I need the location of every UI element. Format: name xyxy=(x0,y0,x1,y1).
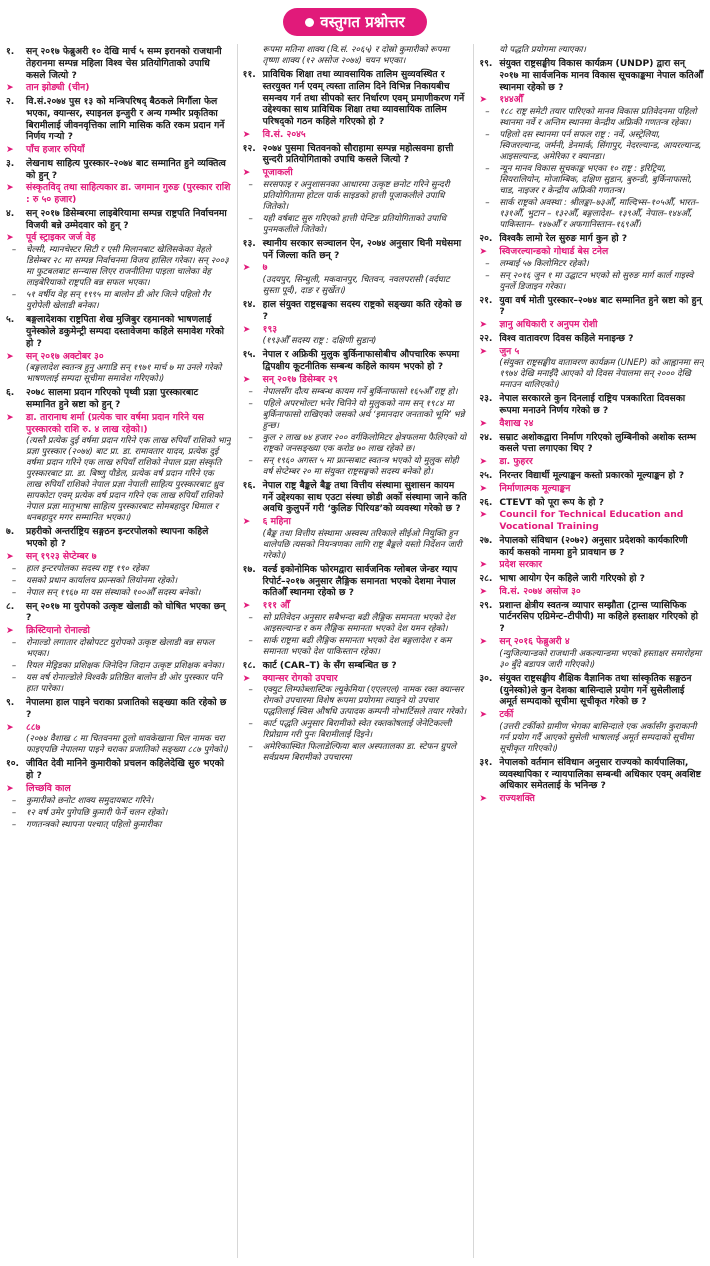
answer xyxy=(479,456,704,468)
question xyxy=(6,601,231,625)
answer-text: Council for Technical Education and Vocational Training xyxy=(499,509,684,533)
question xyxy=(479,432,704,456)
question-number: ३०. xyxy=(479,672,493,684)
answer xyxy=(479,246,704,258)
question-number: ५. xyxy=(6,314,15,326)
note-text: यही वर्षबाट सुरु गरिएको हात्ती पेन्टिङ प्रतियोगिताको उपाधि पुनमकलीले जितेको। xyxy=(262,213,447,235)
answer xyxy=(479,586,704,598)
question-number: १५. xyxy=(242,349,256,361)
answer xyxy=(479,709,704,721)
answer-arrow-icon: ➤ xyxy=(242,672,251,684)
question-number: २०. xyxy=(479,233,493,245)
question-number: १६. xyxy=(242,479,256,491)
note-text: रोनाल्डो लगातार दोस्रोपटट युरोपको उत्कृष्ट खेलाडी बन्न सफल भएका। xyxy=(26,637,215,659)
note-text: १८८ राष्ट्र समेटी तयार पारिएको मानव विकास प्रतिवेदनमा पहिलो स्थानमा नर्वे र अन्तिम स्थानमा केन्द्रीय अफ्रिकी गणतन्त्र रहेका। xyxy=(499,107,697,129)
question-number: २२. xyxy=(479,332,493,344)
answer-text: तान झोङ्यी (चीन) xyxy=(26,82,90,94)
question xyxy=(6,208,231,232)
answer-text: वि.सं. २०७४ असोज ३० xyxy=(499,585,581,597)
answer-arrow-icon: ➤ xyxy=(479,585,488,597)
list-dash-icon: – xyxy=(248,635,253,646)
note-item xyxy=(243,719,468,741)
answer-text: जुन ५ xyxy=(499,345,520,357)
list-dash-icon: – xyxy=(11,819,17,830)
question xyxy=(479,393,704,417)
question-number: १४. xyxy=(242,299,256,311)
answer xyxy=(243,129,468,141)
note-text: सो प्रतिवेदन अनुसार सबैभन्दा बढी लैङ्गिक समानता भएको देश आइसल्यान्ड र कम लैङ्गिक समानता भएको देश यमन रहेको। xyxy=(262,612,455,634)
question xyxy=(479,535,704,559)
question-text: नेपालको संविधान (२०७२) अनुसार प्रदेशको कार्यकारिणी कार्य कसको नाममा हुने प्रावधान छ ? xyxy=(499,534,688,558)
answer-arrow-icon: ➤ xyxy=(479,245,488,257)
answer xyxy=(479,483,704,495)
note-item xyxy=(243,742,468,764)
answer-text: संस्कृतविद् तथा साहित्यकार डा. जगमान गुरुङ (पुरस्कार राशि : रु ५० हजार) xyxy=(26,182,231,206)
answer-text: लिच्छवि काल xyxy=(26,782,71,794)
parenthetical-note: (बङ्गलादेश स्वतन्त्र हुनु अगाडि सन् १९७१ मार्च ७ मा उनले गरेको भाषणलाई सम्पदा सूचीमा समावेश गरिएको।) xyxy=(26,363,222,385)
question xyxy=(6,314,231,349)
answer xyxy=(6,82,231,94)
list-dash-icon: – xyxy=(11,245,17,256)
question xyxy=(479,233,704,245)
qa-column-3 xyxy=(473,44,704,1258)
answer-arrow-icon: ➤ xyxy=(479,509,488,521)
answer xyxy=(479,346,704,358)
question-text: प्राविधिक शिक्षा तथा व्यावसायिक तालिम सुव्यवस्थित र स्तरयुक्त गर्न एवम् त्यस्ता तालिम दिने विभिन्न निकायबीच समन्वय गर्न तथा सीपको स्तर निर्धारण एवम् प्रमाणीकरण गर्ने उद्देश्यका साथ प्राविधिक शिक्षा तथा व्यावसायिक तालिम परिषद्को गठन कहिले गरिएको हो ? xyxy=(262,69,465,128)
list-dash-icon: – xyxy=(248,455,253,466)
qa-column-1 xyxy=(6,44,231,1258)
answer-arrow-icon: ➤ xyxy=(6,550,14,562)
answer-arrow-icon: ➤ xyxy=(6,625,14,637)
parenthetical-note: (१९३औँ सदस्य राष्ट्र : दक्षिणी सुडान) xyxy=(262,336,377,347)
parenthetical-note: रूपमा मतिना शाक्य (वि.सं. २०६५) र दोस्रो कुमारीको रूपमा तृष्णा शाक्य (१२ असोज २०७४) चयन भएका। xyxy=(262,45,450,66)
answer xyxy=(479,418,704,430)
question-text: विश्वकै लामो रेल सुरुङ मार्ग कुन हो ? xyxy=(499,233,628,245)
answer-text: ६ महिना xyxy=(262,516,291,528)
note-text: सन् १९६० अगस्त ५ मा फ्रान्सबाट स्वतन्त्र भएको यो मुलुक सोही वर्ष सेप्टेम्बर २० मा संयुक्त राष्ट्रसङ्घको सदस्य बनेको हो। xyxy=(262,455,459,477)
parenthetical-note: यो पद्धति प्रयोगमा ल्याएका। xyxy=(499,45,586,55)
question-number: १७. xyxy=(242,563,256,575)
answer-text: स्विजरल्यान्डको गोथार्ड बेस टनेल xyxy=(499,245,609,257)
answer-text: ७ xyxy=(262,262,268,274)
answer-text: सन् १९२३ सेप्टेम्बर ७ xyxy=(26,550,97,562)
question xyxy=(6,697,231,721)
answer xyxy=(243,673,468,685)
question xyxy=(479,600,704,635)
question-text: वि.सं.२०७४ पुस १३ को मन्त्रिपरिषद् बैठकले मिर्गौला फेल भएका, क्यान्सर, स्पाइनल इन्जुरी र अन्य गम्भीर प्रकृतिका बिरामीलाई जीवनवृत्तिका लागि मासिक कति रकम प्रदान गर्ने निर्णय गऱ्यो ? xyxy=(26,96,225,143)
note-text: नेपालसँग दौत्य सम्बन्ध कायम गर्ने बुर्किनाफासो १६५औँ राष्ट्र हो। xyxy=(262,386,458,397)
note-item xyxy=(243,636,468,658)
question-number: ४. xyxy=(6,207,15,219)
answer xyxy=(243,600,468,612)
question-text: विश्व वातावरण दिवस कहिले मनाइन्छ ? xyxy=(499,332,634,344)
answer-arrow-icon: ➤ xyxy=(6,350,14,362)
answer-arrow-icon: ➤ xyxy=(479,345,488,357)
answer-text: प्रदेश सरकार xyxy=(499,559,543,571)
question-number: २४. xyxy=(479,431,493,443)
question-number: ३. xyxy=(6,157,15,169)
answer xyxy=(6,722,231,734)
question-text: सन् २०१७ मा युरोपको उत्कृष्ट खेलाडी को घोषित भएका छन् ? xyxy=(26,600,226,624)
list-dash-icon: – xyxy=(248,398,253,409)
list-dash-icon: – xyxy=(248,213,253,224)
note-text: एक्युट लिम्फोब्लास्टिक ल्युकेमिया (एएलएल) नामक रक्त क्यान्सर रोगको उपचारमा विशेष रूपमा प्रयोगमा ल्याइने यो उपचार पद्धतिलाई स्विस औषधि उत्पादक कम्पनी नोभार्टिसले तयार गरेको। xyxy=(262,685,467,718)
answer xyxy=(479,793,704,805)
answer xyxy=(6,144,231,156)
list-dash-icon: – xyxy=(485,130,490,141)
answer-arrow-icon: ➤ xyxy=(242,600,251,612)
answer xyxy=(479,94,704,106)
question-text: नेपाल सरकारले कुन दिनलाई राष्ट्रिय पत्रकारिता दिवसका रूपमा मनाउने निर्णय गरेको छ ? xyxy=(499,393,686,417)
list-dash-icon: – xyxy=(248,612,253,623)
question-text: कार्ट (CAR–T) के सँग सम्बन्धित छ ? xyxy=(262,659,397,671)
question-number: २७. xyxy=(479,534,493,546)
note-text: नेपाल सन् १९६७ मा यस संस्थाको १००औँ सदस्य बनेको। xyxy=(26,587,201,598)
question-number: ११. xyxy=(242,69,256,80)
question-text: निरन्तर विद्यार्थी मूल्याङ्कन कस्तो प्रकारको मूल्याङ्कन हो ? xyxy=(499,470,685,482)
question xyxy=(6,526,231,550)
parenthetical-note: (२०७४ वैशाख ८ मा चितवनमा ठूलो धावकेखाना चिल नामक चरा फाइएपछि नेपालमा पाइने चराका प्रजातिको सङ्ख्या ८८७ पुगेको।) xyxy=(26,734,229,756)
question xyxy=(243,349,468,373)
note-text: चेल्सी, म्यानचेस्टर सिटी र एसी मिलानबाट खेलिसकेका वेहले डिसेम्बर २८ मा सम्पन्न निर्वाचनमा विजय हासिल गरेका। सन् २००३ मा फुटबलबाट सन्न्यास लिएर राजनीतिमा पाइला चालेका वेह लाइबेरियाको राष्ट्रपति बन्न सफल भएका। xyxy=(26,245,229,289)
note-text: यसको प्रधान कार्यालय फ्रान्सको लियोनमा रहेको। xyxy=(26,575,178,586)
section-title-badge xyxy=(283,8,426,36)
question xyxy=(479,470,704,482)
question-number: १३. xyxy=(242,237,256,249)
list-dash-icon: – xyxy=(11,795,17,806)
answer xyxy=(6,232,231,244)
note-text: सरसफाइ र अनुशासनका आधारमा उत्कृष्ट छनोट गरिने सुन्दरी प्रतियोगितामा होटल पार्क साइडको हात्ती पूजाकलीले उपाधि जितेको। xyxy=(262,179,450,212)
parenthetical-note: (बैङ्क तथा वित्तीय संस्थामा अस्वस्थ तरिकाले सीईओ नियुक्ति हुन थालेपछि त्यसको नियन्त्रणका लागि राष्ट्र बैङ्कले यस्तो निर्देशन जारी गरेको।) xyxy=(262,528,462,561)
question-text: संयुक्त राष्ट्रसङ्घीय शैक्षिक वैज्ञानिक तथा सांस्कृतिक सङ्गठन (युनेस्को)ले कुन देशका बासिन्दाले प्रयोग गर्ने सुसेलीलाई अमूर्त सम्पदाको सूचीमा सूचीकृत गरेको छ ? xyxy=(499,672,692,708)
question xyxy=(479,673,704,708)
answer xyxy=(243,374,468,386)
answer xyxy=(6,551,231,563)
question xyxy=(6,96,231,143)
answer-arrow-icon: ➤ xyxy=(6,144,14,156)
note-text: १२ वर्ष उमेर पुगेपछि कुमारी फेर्ने चलन रहेको। xyxy=(26,807,168,818)
question xyxy=(243,143,468,167)
note-text: रियल मेड्रिडका प्रशिक्षक जिनेदिन जिदान उत्कृष्ट प्रशिक्षक बनेका। xyxy=(26,660,225,671)
note-item xyxy=(479,164,704,197)
list-dash-icon: – xyxy=(11,575,17,586)
note-item xyxy=(243,433,468,455)
question-text: २०७४ पुसमा चितवनको सौराहामा सम्पन्न महोत्सवमा हात्ती सुन्दरी प्रतियोगिताको उपाधि कसले जित्यो ? xyxy=(262,142,454,166)
list-dash-icon: – xyxy=(248,742,253,753)
question-text: नेपालको वर्तमान संविधान अनुसार राज्यको कार्यपालिका, व्यवस्थापिका र न्यायपालिका सम्बन्धी अधिकार एवम् अवशिष्ट अधिकार समेतलाई के भनिन्छ ? xyxy=(499,756,701,792)
question-text: वर्ल्ड इकोनोमिक फोरमद्वारा सार्वजनिक ग्लोबल जेन्डर ग्याप रिपोर्ट–२०१७ अनुसार लैङ्गिक समानता भएको देशमा नेपाल कतिऔँ स्थानमा रहेको छ ? xyxy=(262,563,458,599)
parenthetical-note: (संयुक्त राष्ट्रसङ्घीय वातावरण कार्यक्रम (UNEP) को आह्वानमा सन् १९७४ देखि मनाइँदै आएको यो दिवस नेपालमा सन् २००० देखि मनाउन थालिएको।) xyxy=(499,358,704,391)
answer-arrow-icon: ➤ xyxy=(6,782,14,794)
answer-arrow-icon: ➤ xyxy=(479,559,488,571)
answer xyxy=(479,319,704,331)
question xyxy=(243,564,468,599)
note-item xyxy=(6,576,231,587)
note-text: ५१ वर्षीय वेह सन् १९९५ मा बालोन डी ओर जित्ने पहिलो गैर युरोपेली खेलाडी बनेका। xyxy=(26,290,211,312)
list-dash-icon: – xyxy=(11,563,17,574)
answer-text: पूजाकली xyxy=(262,167,293,179)
answer-text: सन् २०१६ फेब्रुअरी ४ xyxy=(499,635,570,647)
question-number: १०. xyxy=(6,758,20,770)
list-dash-icon: – xyxy=(11,672,17,683)
answer xyxy=(479,636,704,648)
note-text: सार्क राष्ट्रको अवस्था : श्रीलङ्का–७३औँ, माल्दिभ्स–१०५औँ, भारत–१३१औँ, भुटान – १३२औँ, बङ्गलादेश– १३९औँ, नेपाल–१४४औँ, पाकिस्तान– १४७औँ र अफगानिस्तान–१६९औँ। xyxy=(499,198,700,231)
question xyxy=(479,757,704,792)
answer-arrow-icon: ➤ xyxy=(479,793,488,805)
note-text: कुल २ लाख ७४ हजार २०० वर्गकिलोमिटर क्षेत्रफलमा फैलिएको यो राष्ट्रको जनसङ्ख्या एक करोड ७० लाख रहेको छ। xyxy=(262,432,467,454)
answer-text: टर्की xyxy=(499,709,514,721)
answer-arrow-icon: ➤ xyxy=(6,232,14,244)
parenthetical-note: (त्यस्तै प्रत्येक दुई वर्षमा प्रदान गरिने एक लाख रुपियाँ राशिको भानु प्रज्ञा पुरस्कार (२०७४) बाट प्रा. डा. रामावतार यादव, प्रत्येक दुई वर्षमा प्रदान गरिने एक लाख रुपियाँ राशिको नेपाल प्रज्ञा संस्कृति पुरस्कारबाट प्रा. डा. बिष्णु पौडेल, प्रत्येक वर्ष प्रदान गरिने एक लाख रुपियाँ राशिको नेपाल प्रज्ञा नेपाली साहित्य पुरस्कारबाट ध्रुव सापकोटा एवम् प्रत्येक वर्ष प्रदान गरिने एक लाख रुपियाँ राशिको नेपाल प्रज्ञा मातृभाषा साहित्य पुरस्कारबाट सोमबहादुर धिमाल र धनबहादुर मगर सम्मानित भएका।) xyxy=(26,436,231,524)
section-title: वस्तुगत प्रश्नोत्तर xyxy=(320,13,405,31)
answer-text: राज्यशक्ति xyxy=(499,793,535,805)
note-item xyxy=(243,613,468,635)
note-item xyxy=(6,796,231,807)
question-text: स्थानीय सरकार सञ्चालन ऐन, २०७४ अनुसार थिनी मधेसमा पर्ने जिल्ला कति छन् ? xyxy=(262,237,462,261)
answer-arrow-icon: ➤ xyxy=(242,262,251,274)
question-number: २. xyxy=(6,96,15,108)
note-text: पहिले अपरभोल्टा भनेर चिनिने यो मुलुकको नाम सन् १९८४ मा बुर्किनाफासो राखिएको जसको अर्थ ‘इमानदार जनताको भूमि’ भन्ने हुन्छ। xyxy=(262,398,465,431)
note-text: सन् २०१६ जुन १ मा उद्घाटन भएको सो सुरुङ मार्ग कार्ल गाइस्वे युनर्ले डिजाइन गरेका। xyxy=(499,270,694,292)
answer-arrow-icon: ➤ xyxy=(479,94,488,106)
note-text: कुमारीको छनोट शाक्य समुदायबाट गरिने। xyxy=(26,795,154,806)
question-number: २६. xyxy=(479,496,493,508)
question-text: नेपालमा हाल पाइने चराका प्रजातिको सङ्ख्या कति रहेको छ ? xyxy=(26,696,227,720)
answer-arrow-icon: ➤ xyxy=(479,456,488,468)
answer-arrow-icon: ➤ xyxy=(6,182,14,194)
question-text: युवा वर्ष मोती पुरस्कार–२०७४ बाट सम्मानित हुने स्रष्टा को हुन् ? xyxy=(499,294,702,318)
note-item xyxy=(479,271,704,293)
note-item xyxy=(479,130,704,163)
answer-arrow-icon: ➤ xyxy=(242,374,251,386)
answer-arrow-icon: ➤ xyxy=(242,167,251,179)
answer-text: वि.सं. २०४५ xyxy=(262,128,306,140)
answer xyxy=(6,351,231,363)
question-text: नेपाल र अफ्रिकी मुलुक बुर्किनाफासोबीच औपचारिक रूपमा द्विपक्षीय कूटनीतिक सम्बन्ध कहिले कायम भएको हो ? xyxy=(262,349,460,373)
question xyxy=(243,238,468,262)
qa-columns xyxy=(6,44,704,1258)
note-text: गणतन्त्रको स्थापना पश्चात् पहिलो कुमारीका xyxy=(26,819,162,830)
answer-text: १११ औँ xyxy=(262,600,290,612)
list-dash-icon: – xyxy=(11,637,17,648)
list-dash-icon: – xyxy=(485,198,490,209)
answer-arrow-icon: ➤ xyxy=(479,417,488,429)
note-item xyxy=(243,387,468,398)
list-dash-icon: – xyxy=(11,807,17,818)
question-text: सम्राट अशोकद्वारा निर्माण गरिएको लुम्बिनीको अशोक स्तम्भ कसले पत्ता लगाएका थिए ? xyxy=(499,431,697,455)
question-number: १. xyxy=(6,46,15,57)
question-text: सन् २०१७ डिसेम्बरमा लाइबेरियामा सम्पन्न राष्ट्रपति निर्वाचनमा विजयी बन्ने उम्मेदवार को हुन् ? xyxy=(26,207,227,231)
answer-text: पूर्व स्ट्राइकर जर्ज वेह xyxy=(26,232,96,244)
question xyxy=(479,497,704,509)
question-number: २३. xyxy=(479,393,493,405)
answer-text: १४४औँ xyxy=(499,94,524,106)
answer-arrow-icon: ➤ xyxy=(479,709,488,721)
list-dash-icon: – xyxy=(485,164,490,175)
note-text: सार्क राष्ट्रमा बढी लैङ्गिक समानता भएको देश बङ्गलादेश र कम समानता भएको देश पाकिस्तान रहेका। xyxy=(262,635,452,657)
answer-text: सन् २०१७ डिसेम्बर २९ xyxy=(262,374,338,386)
note-item xyxy=(6,673,231,695)
question-text: संयुक्त राष्ट्रसङ्घीय विकास कार्यक्रम (UNDP) द्वारा सन् २०१७ मा सार्वजनिक मानव विकास सूचकाङ्कमा नेपाल कतिऔँ स्थानमा रहेको छ ? xyxy=(499,58,704,93)
question xyxy=(243,660,468,672)
list-dash-icon: – xyxy=(248,179,253,190)
answer xyxy=(6,625,231,637)
question-number: ९. xyxy=(6,696,15,708)
question-text: CTEVT को पूरा रूप के हो ? xyxy=(499,496,604,508)
question-number: १९. xyxy=(479,58,493,69)
question xyxy=(243,480,468,515)
answer-arrow-icon: ➤ xyxy=(6,82,14,94)
note-item xyxy=(6,638,231,660)
answer-text: डा. फुहरर xyxy=(499,456,533,468)
question-text: प्रशान्त क्षेत्रीय स्वतन्त्र व्यापार सम्झौता (ट्रान्स प्यासिफिक पार्टनरसिप एग्रिमेन्ट–टीपीपी) मा कहिले हस्ताक्षर गरिएको हो ? xyxy=(499,599,698,635)
bullet-icon xyxy=(305,18,314,27)
answer xyxy=(479,559,704,571)
question xyxy=(243,69,468,128)
question-text: हाल संयुक्त राष्ट्रसङ्घका सदस्य राष्ट्रको सङ्ख्या कति रहेको छ ? xyxy=(262,299,462,322)
note-item xyxy=(6,290,231,312)
question xyxy=(243,299,468,323)
question-text: सन् २०१७ फेब्रुअरी १० देखि मार्च ५ सम्म इरानको राजधानी तेहरानमा सम्पन्न महिला विश्व चेस प्रतियोगिताको उपाधि कसले जित्यो ? xyxy=(26,46,222,81)
question xyxy=(6,387,231,411)
note-text: हाल इन्टरपोलका सदस्य राष्ट्र १९० रहेका xyxy=(26,563,149,574)
note-item xyxy=(243,214,468,236)
note-text: कार्ट पद्धति अनुसार बिरामीको स्वेत रक्तकोषलाई जेनेटिकल्ली रिप्रोग्राम गरी पुनः बिरामीलाई दिइने। xyxy=(262,719,452,741)
question-number: १८. xyxy=(242,659,256,671)
note-item xyxy=(6,808,231,819)
answer-text: सन् २०१७ अक्टोबर ३० xyxy=(26,350,104,362)
question-number: ८. xyxy=(6,600,15,612)
list-dash-icon: – xyxy=(11,660,17,671)
answer xyxy=(243,262,468,274)
note-text: न्यून मानव विकास सूचकाङ्क भएका १० राष्ट्र : इरिट्रिया, सियरालियोन, मोजाम्बिक, दक्षिण सुडान, बुरुन्डी, बुर्किनाफासो, चाड, नाइजर र केन्द्रीय अफ्रिकी गणतन्त्र। xyxy=(499,164,693,197)
note-item xyxy=(6,245,231,289)
list-dash-icon: – xyxy=(248,386,253,397)
answer-text: पाँच हजार रुपियाँ xyxy=(26,144,85,156)
question xyxy=(6,758,231,782)
note-item xyxy=(479,198,704,231)
note-text: यस वर्ष रोनाल्डोले विश्वकै प्रतिष्ठित बालोन डी ओर पुरस्कार पनि हात पारेका। xyxy=(26,672,223,694)
answer xyxy=(479,509,704,533)
note-item xyxy=(6,661,231,672)
list-dash-icon: – xyxy=(485,258,490,269)
question-text: जीवित देवी मानिने कुमारीको प्रचलन कहिलेदेखि सुरु भएको हो ? xyxy=(26,758,225,782)
answer xyxy=(243,324,468,336)
question-number: २१. xyxy=(479,294,493,306)
note-item xyxy=(6,564,231,575)
answer-arrow-icon: ➤ xyxy=(242,128,251,140)
question-number: २८. xyxy=(479,573,493,585)
note-text: अमेरिकास्थित फिलाडेल्फिया बाल अस्पतालका डा. स्टेफन ग्रुपले सर्वप्रथम बिरामीको उपचारमा xyxy=(262,742,457,764)
answer-text: ज्ञानु अधिकारी र अनुपम रोशी xyxy=(499,319,598,331)
answer-text: ८८७ xyxy=(26,721,41,733)
note-text: लम्बाई ५७ किलोमिटर रहेको। xyxy=(499,258,589,269)
question-text: बङ्गलादेशका राष्ट्रपिता शेख मुजिबुर रहमानको भाषणलाई युनेस्कोले डकुमेन्ट्री सम्पदा दस्तावेजमा कहिले समावेश गरेको हो ? xyxy=(26,314,225,349)
note-item xyxy=(243,456,468,478)
list-dash-icon: – xyxy=(485,270,490,281)
answer-text: वैशाख २४ xyxy=(499,417,534,429)
question-number: १२. xyxy=(242,142,256,154)
qa-column-2 xyxy=(237,44,468,1258)
note-item xyxy=(6,820,231,831)
answer-arrow-icon: ➤ xyxy=(6,721,14,733)
list-dash-icon: – xyxy=(248,719,253,730)
note-item xyxy=(6,588,231,599)
question xyxy=(6,158,231,182)
answer-text: क्यान्सर रोगको उपचार xyxy=(262,672,338,684)
list-dash-icon: – xyxy=(485,107,490,118)
answer xyxy=(243,167,468,179)
note-text: पहिलो दस स्थानमा पर्न सफल राष्ट्र : नर्वे, अस्ट्रेलिया, स्विजरल्यान्ड, जर्मनी, डेनमार्क, सिंगापुर, नेदरल्यान्ड, आयरल्यान्ड, आइसल्यान्ड, अमेरिका र क्यानडा। xyxy=(499,130,702,163)
list-dash-icon: – xyxy=(11,290,17,301)
question-number: ३१. xyxy=(479,756,493,768)
list-dash-icon: – xyxy=(248,685,253,696)
list-dash-icon: – xyxy=(248,432,253,443)
answer xyxy=(6,783,231,795)
answer-text: १९३ xyxy=(262,323,278,335)
answer xyxy=(243,516,468,528)
answer-text: डा. तारानाथ शर्मा (प्रत्येक चार वर्षमा प्रदान गरिने यस पुरस्कारको राशि रु. ४ लाख रहेको।) xyxy=(26,411,204,435)
note-item xyxy=(243,180,468,213)
question-text: लेखनाथ साहित्य पुरस्कार–२०७४ बाट सम्मानित हुने व्यक्तित्व को हुन् ? xyxy=(26,157,226,181)
answer-text: क्रिस्टियानो रोनाल्डो xyxy=(26,625,90,637)
answer xyxy=(6,412,231,436)
answer-text: निर्माणात्मक मूल्याङ्कन xyxy=(499,482,571,494)
answer-arrow-icon: ➤ xyxy=(479,482,488,494)
question xyxy=(479,58,704,93)
answer xyxy=(6,182,231,206)
answer-arrow-icon: ➤ xyxy=(479,319,488,331)
note-item xyxy=(243,399,468,432)
answer-arrow-icon: ➤ xyxy=(242,516,251,528)
list-dash-icon: – xyxy=(11,587,17,598)
note-item xyxy=(243,685,468,718)
note-item xyxy=(479,259,704,270)
question xyxy=(479,333,704,345)
note-item xyxy=(479,107,704,129)
parenthetical-note: (उत्तरी टर्कीको ग्रामीण भेगका बासिन्दाले एक अर्कासँग कुराकानी गर्न प्रयोग गर्दै आएको सुसेली भाषालाई अमूर्त सम्पदाको सूचीमा सूचीकृत गरिएको।) xyxy=(499,721,697,754)
question-text: २०७८ सालमा प्रदान गरिएको पृथ्वी प्रज्ञा पुरस्कारबाट सम्मानित हुने स्रष्टा को हुन् ? xyxy=(26,387,199,411)
question xyxy=(479,573,704,585)
answer-arrow-icon: ➤ xyxy=(242,323,251,335)
answer-arrow-icon: ➤ xyxy=(6,411,14,423)
question-number: २९. xyxy=(479,599,493,611)
question-text: भाषा आयोग ऐन कहिले जारी गरिएको हो ? xyxy=(499,573,646,585)
parenthetical-note: (उदयपुर, सिन्धुली, मकवानपुर, चितवन, नवलपरासी (वर्दघाट सुस्ता पूर्व), दाङ र सुर्खेत।) xyxy=(262,275,450,297)
section-header xyxy=(6,6,704,38)
parenthetical-note: (न्युजिल्यान्डको राजधानी अकल्यान्डमा भएको हस्ताक्षर समारोहमा ३० बुँदे बडापत्र जारी गरिएको।) xyxy=(499,648,702,670)
question-number: २५. xyxy=(479,470,493,482)
answer-arrow-icon: ➤ xyxy=(479,635,488,647)
question xyxy=(6,46,231,81)
question-text: नेपाल राष्ट्र बैङ्कले बैङ्क तथा वित्तीय संस्थामा सुशासन कायम गर्ने उद्देश्यका साथ एउटा संस्था छोडी अर्को संस्थामा जाने कति अवधि कुलुपर्ने गरी ‘कुलिङ पिरियड’को व्यवस्था गरेको छ ? xyxy=(262,479,467,515)
question-number: ७. xyxy=(6,526,15,538)
question xyxy=(479,295,704,319)
question-number: ६. xyxy=(6,387,15,399)
question-text: प्रहरीको अन्तर्राष्ट्रिय सङ्गठन इन्टरपोलको स्थापना कहिले भएको हो ? xyxy=(26,526,209,550)
